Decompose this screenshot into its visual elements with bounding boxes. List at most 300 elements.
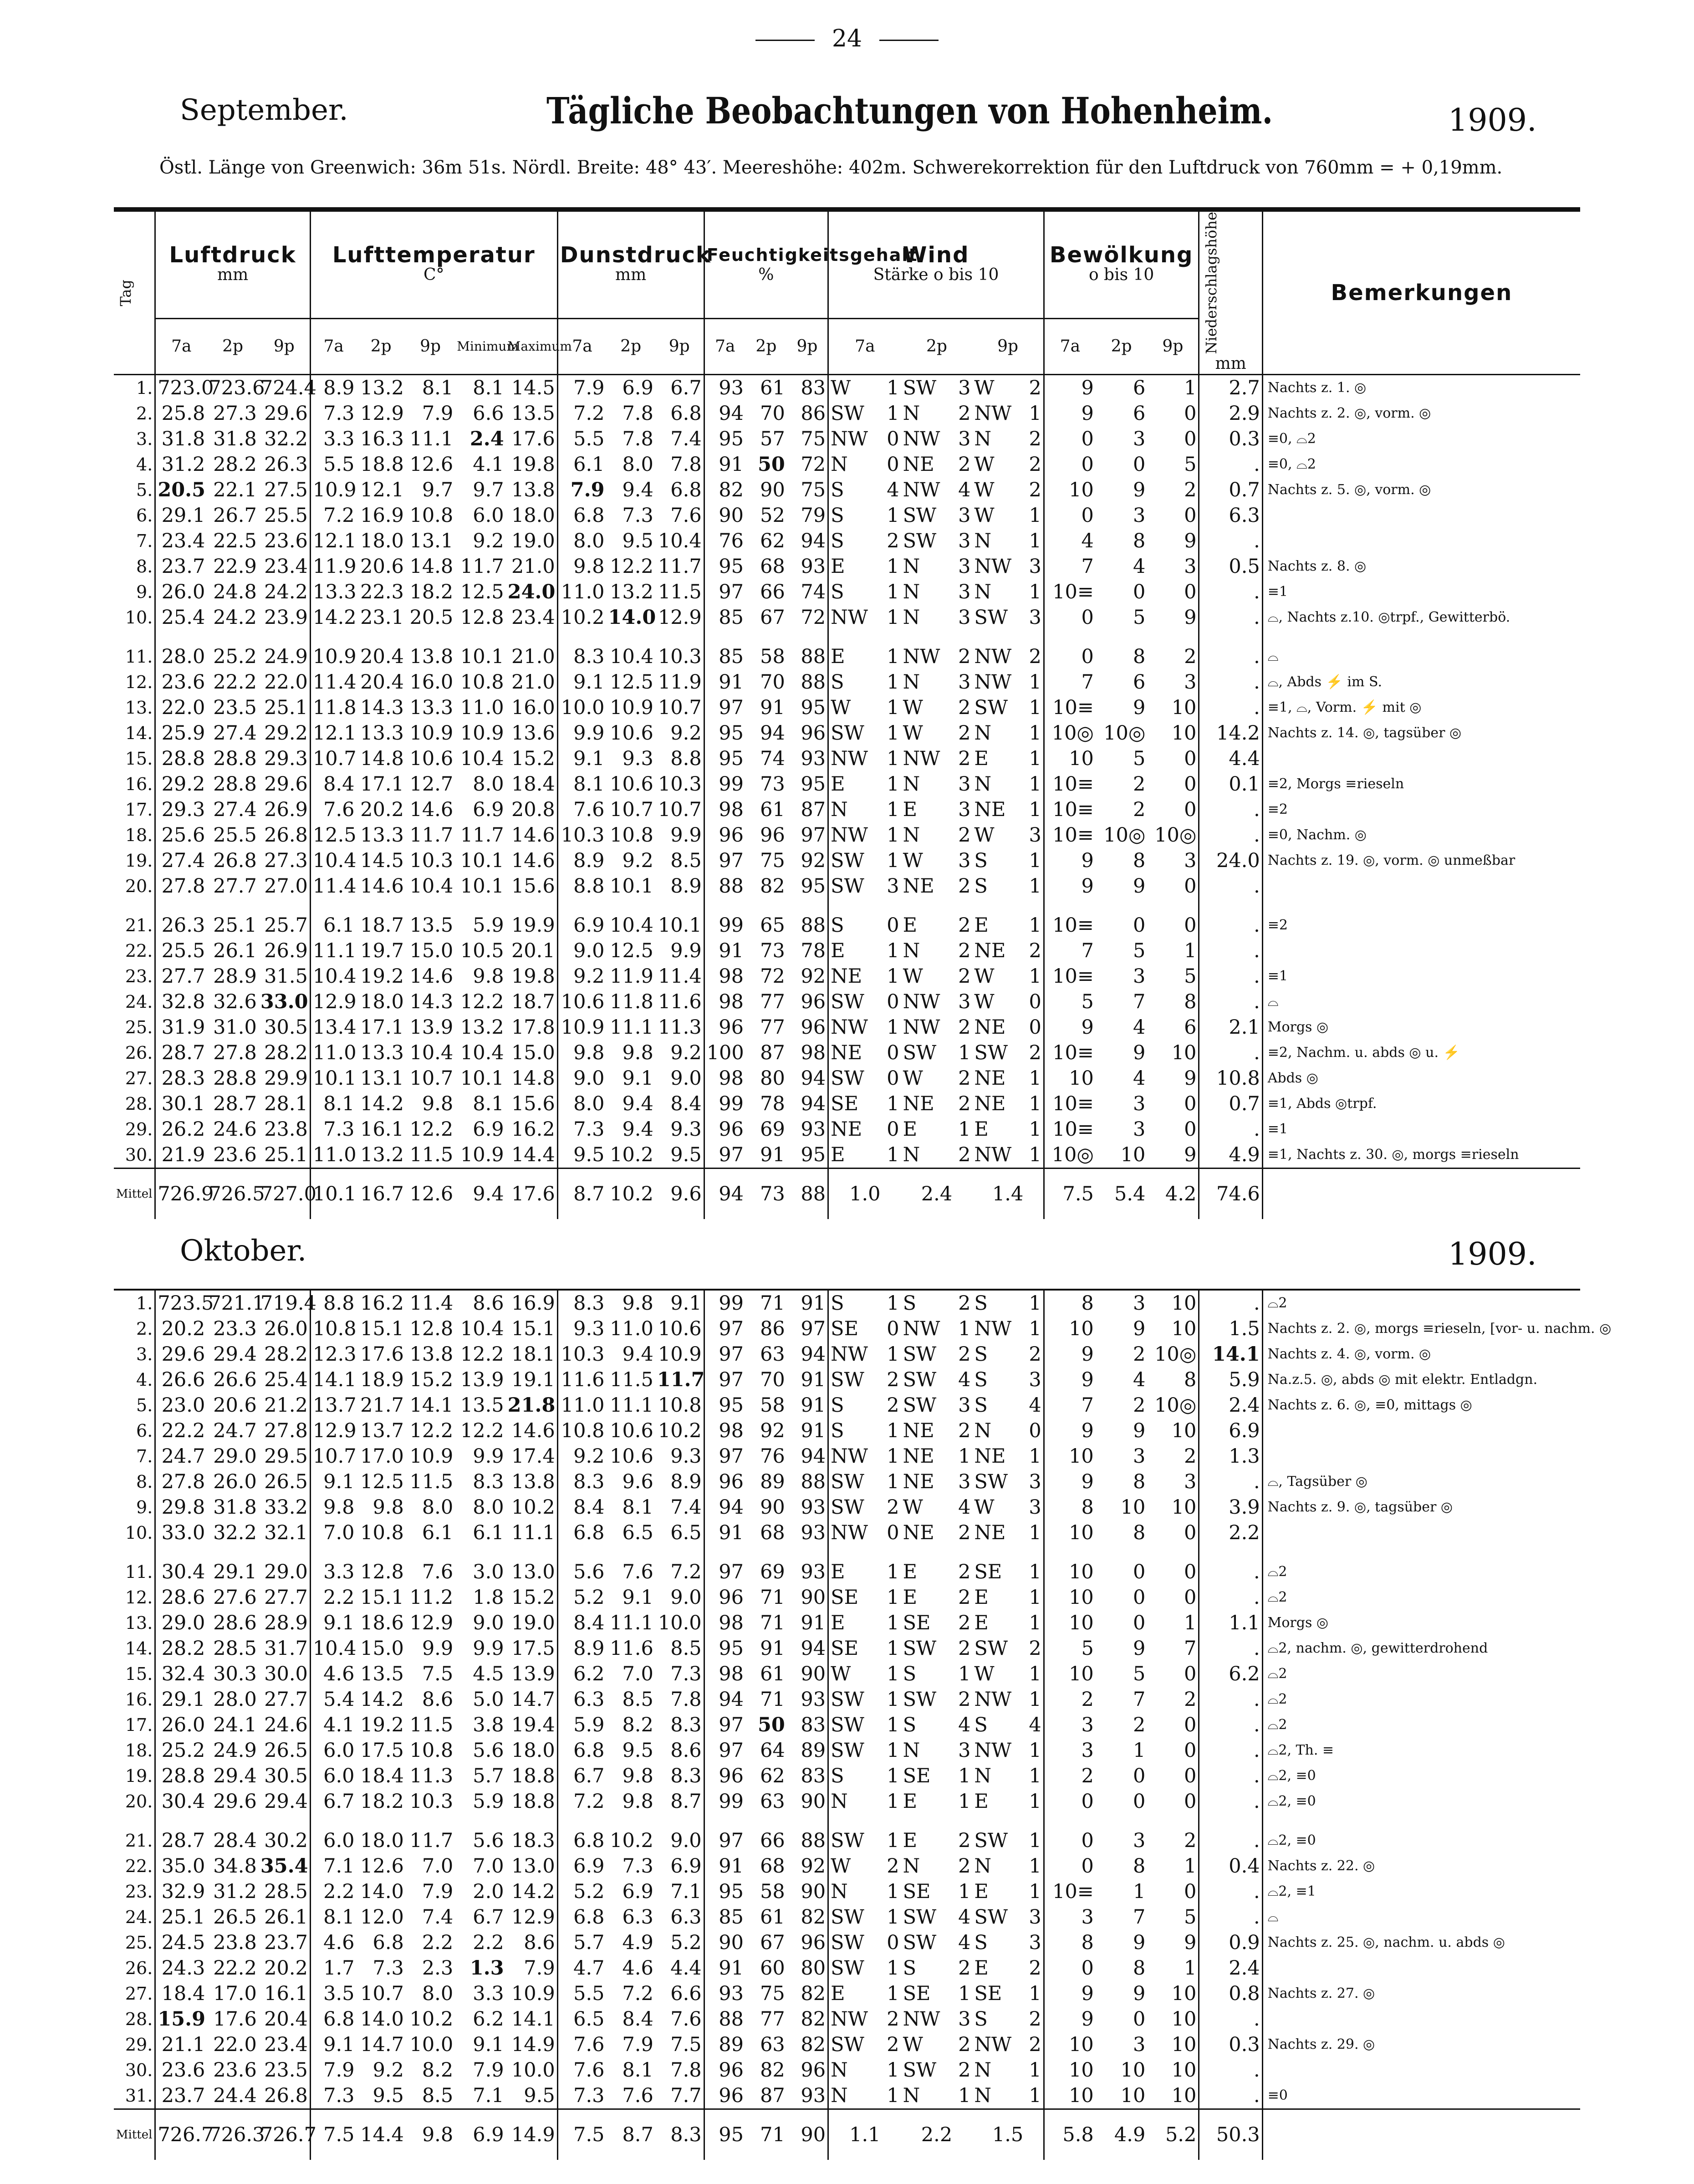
mittel-value: 1.4 [972, 1169, 1044, 1220]
value-cell: 1 [887, 1957, 899, 1980]
value-cell: 93 [787, 2083, 828, 2109]
value-cell: 0 [1147, 1117, 1199, 1142]
value-cell: 2 [958, 965, 971, 988]
value-cell: 14.7 [360, 2033, 404, 2056]
value-cell: 9.0 [655, 1828, 704, 1853]
value-cell: 9.1 [622, 1067, 653, 1090]
col-bewoelkung: Bewölkung [1049, 242, 1194, 268]
value-cell: 723.0 [158, 377, 214, 400]
mittel-value: 726.5 [207, 1169, 259, 1220]
value-cell: 25.5 [259, 503, 311, 528]
table-row [114, 1117, 1580, 1142]
value-cell: 17.0 [213, 1982, 257, 2005]
value-cell: 6.9 [622, 377, 653, 400]
value-cell: SE [831, 1092, 858, 1116]
value-cell: 93 [787, 1117, 828, 1142]
value-cell: 93 [719, 1982, 744, 2005]
value-cell: 24.0 [506, 579, 558, 605]
value-cell: 96 [719, 1118, 744, 1141]
value-cell: 17.1 [360, 1016, 404, 1039]
value-cell: 4.6 [323, 1931, 355, 1954]
value-cell: . [1199, 579, 1262, 605]
value-cell: 8.0 [422, 1496, 454, 1519]
value-cell: SW [831, 722, 864, 745]
remark-cell: Morgs ◎ [1267, 1615, 1329, 1631]
value-cell: 0 [887, 1317, 899, 1340]
value-cell: 7.6 [622, 1561, 653, 1583]
value-cell: 26.3 [161, 914, 205, 937]
value-cell: 10 [1147, 2083, 1199, 2109]
value-cell: 7 [1081, 939, 1094, 963]
value-cell: 6 [1133, 377, 1146, 400]
value-cell: 16.9 [360, 504, 404, 527]
value-cell: 22.5 [213, 530, 257, 553]
value-cell: 23.7 [161, 555, 205, 578]
value-cell: 1 [1147, 938, 1199, 964]
value-cell: 10 [1069, 1561, 1094, 1583]
value-cell: 2.3 [422, 1957, 454, 1980]
value-cell: 4 [1081, 530, 1094, 553]
value-cell: 7.3 [372, 1957, 404, 1980]
value-cell: 1 [887, 2084, 899, 2107]
value-cell: 9 [1081, 1470, 1094, 1493]
value-cell: 1 [887, 671, 899, 694]
value-cell: 7.0 [422, 1855, 454, 1878]
value-cell: 0 [1147, 771, 1199, 797]
value-cell: 27.7 [259, 1585, 311, 1610]
value-cell: 1.8 [473, 1586, 504, 1609]
value-cell: 4 [958, 1368, 971, 1391]
value-cell: 61 [760, 1906, 785, 1929]
mittel-value: 726.3 [207, 2109, 259, 2160]
value-cell: 23.8 [259, 1117, 311, 1142]
value-cell: 10.0 [506, 2057, 558, 2083]
value-cell: 9 [1133, 1931, 1146, 1954]
value-cell: 28.1 [259, 1091, 311, 1117]
value-cell: . [1199, 605, 1262, 644]
value-cell: N [831, 2059, 848, 2082]
value-cell: 10 [1069, 1612, 1094, 1634]
remark-cell: ⌓ [1267, 994, 1279, 1010]
value-cell: 10.7 [610, 798, 653, 822]
value-cell: 31.8 [161, 428, 205, 451]
value-cell: 10.2 [561, 606, 605, 629]
value-cell: 25.2 [213, 645, 257, 668]
value-cell: 12.8 [460, 606, 504, 629]
value-cell: 1 [1025, 873, 1044, 913]
value-cell: 12.3 [312, 1343, 357, 1366]
value-cell: 1 [1025, 1585, 1044, 1610]
value-cell: 7.6 [573, 2059, 605, 2082]
value-cell: 7.0 [323, 1521, 355, 1544]
value-cell: E [974, 747, 989, 771]
table-row [114, 913, 1580, 938]
value-cell: NW [903, 1016, 940, 1039]
value-cell: 2 [958, 1067, 971, 1090]
value-cell: 22.2 [213, 671, 257, 694]
value-cell: 10 [1069, 2033, 1094, 2056]
value-cell: 94 [719, 1688, 744, 1711]
value-cell: 7 [1081, 1394, 1094, 1417]
value-cell: 78 [787, 938, 828, 964]
value-cell: NE [903, 1470, 934, 1493]
value-cell: 8.3 [655, 1712, 704, 1738]
value-cell: 90 [719, 504, 744, 527]
value-cell: 80 [760, 1067, 785, 1090]
value-cell: 20.6 [360, 555, 404, 578]
value-cell: 3 [1133, 1445, 1146, 1468]
value-cell: 0 [887, 1067, 899, 1090]
day-cell: 25. [114, 1015, 155, 1040]
value-cell: 13.8 [409, 1343, 454, 1366]
value-cell: S [831, 504, 844, 527]
hdr-7a: 7a [310, 319, 356, 375]
value-cell: 25.4 [161, 606, 205, 629]
value-cell: 10≡ [1052, 965, 1094, 988]
value-cell: 0 [1147, 746, 1199, 771]
value-cell: 9.8 [323, 1496, 355, 1519]
value-cell: 8.4 [622, 2008, 653, 2031]
mittel-value: 7.5 [310, 2109, 356, 2160]
table-row [114, 1789, 1580, 1828]
table-row [114, 938, 1580, 964]
value-cell: 1 [887, 1982, 899, 2005]
remark-cell: ≡1 [1267, 968, 1288, 985]
value-cell: E [903, 1829, 917, 1852]
remark-cell: ≡0, ⌓2 [1267, 456, 1316, 473]
value-cell: 5 [1133, 1663, 1146, 1685]
value-cell: 91 [787, 1291, 828, 1316]
value-cell: 13.0 [506, 1853, 558, 1879]
remark-cell: ≡2 [1267, 801, 1288, 818]
value-cell: 0 [887, 1931, 899, 1954]
value-cell: 7 [1133, 990, 1146, 1014]
value-cell: 83 [787, 1712, 828, 1738]
day-cell: 12. [114, 669, 155, 695]
value-cell: 1.1 [1199, 1610, 1262, 1636]
value-cell: 10.4 [655, 528, 704, 554]
value-cell: 9.2 [573, 1445, 605, 1468]
value-cell: 82 [787, 1981, 828, 2006]
value-cell: E [831, 1143, 845, 1167]
value-cell: 0 [1025, 1015, 1044, 1040]
value-cell: 5.2 [573, 1586, 605, 1609]
day-cell: 8. [114, 1469, 155, 1495]
mittel-row [114, 1169, 1580, 1220]
value-cell: 15.6 [506, 873, 558, 913]
value-cell: 18.6 [360, 1612, 404, 1634]
value-cell: 25.5 [213, 824, 257, 847]
value-cell: E [974, 1957, 989, 1980]
value-cell: 1.3 [469, 1957, 504, 1980]
value-cell: 0 [1133, 1612, 1146, 1634]
mittel-value: 726.7 [155, 2109, 207, 2160]
value-cell: 32.2 [213, 1521, 257, 1544]
value-cell: 9.5 [372, 2084, 404, 2107]
value-cell: 5.9 [1199, 1367, 1262, 1393]
value-cell: S [974, 2008, 988, 2031]
value-cell: 1 [887, 849, 899, 873]
value-cell: 10.1 [610, 875, 653, 898]
value-cell: 1 [1025, 1879, 1044, 1904]
value-cell: 2 [1025, 2032, 1044, 2057]
value-cell: W [903, 1067, 923, 1090]
table-row [114, 1393, 1580, 1418]
value-cell: 3 [958, 849, 971, 873]
value-cell: 9.2 [372, 2059, 404, 2082]
value-cell: 9.3 [622, 747, 653, 771]
value-cell: 91 [787, 1610, 828, 1636]
value-cell: S [974, 1714, 988, 1736]
value-cell: 23.6 [161, 671, 205, 694]
value-cell: 6.8 [573, 1739, 605, 1762]
day-cell: 11. [114, 644, 155, 669]
value-cell: 12.5 [312, 824, 357, 847]
value-cell: 26.5 [259, 1469, 311, 1495]
value-cell: 0 [887, 990, 899, 1014]
value-cell: 8 [1147, 1367, 1199, 1393]
value-cell: 0 [1147, 1712, 1199, 1738]
value-cell: 719.4 [259, 1291, 311, 1316]
value-cell: 5.2 [573, 1880, 605, 1903]
value-cell: 14.2 [360, 1688, 404, 1711]
value-cell: 5.0 [473, 1688, 504, 1711]
value-cell: 3 [1133, 2033, 1146, 2056]
value-cell: 14.8 [409, 555, 454, 578]
value-cell: SW [974, 606, 1008, 629]
value-cell: 7.3 [323, 402, 355, 425]
value-cell: E [903, 1790, 917, 1813]
value-cell: N [974, 2084, 992, 2107]
value-cell: 17.4 [506, 1444, 558, 1469]
value-cell: 9.0 [573, 939, 605, 963]
value-cell: E [903, 1561, 917, 1583]
value-cell: 4.6 [323, 1663, 355, 1685]
value-cell: 89 [760, 1470, 785, 1493]
value-cell: N [903, 402, 920, 425]
value-cell: 2 [958, 402, 971, 425]
value-cell: 31.8 [213, 1496, 257, 1519]
remark-cell [1262, 746, 1580, 771]
value-cell: 87 [760, 2084, 785, 2107]
value-cell: 10 [1069, 1067, 1094, 1090]
value-cell: 89 [719, 2033, 744, 2056]
value-cell: 8.5 [622, 1688, 653, 1711]
value-cell: 10 [1147, 1418, 1199, 1444]
mittel-value: 95 [704, 2109, 745, 2160]
mittel-value: 5.8 [1044, 2109, 1096, 2160]
value-cell: 8.9 [655, 873, 704, 913]
day-cell: 1. [114, 1291, 155, 1316]
value-cell: 13.7 [312, 1394, 357, 1417]
value-cell: 93 [787, 746, 828, 771]
col-bemerkungen: Bemerkungen [1331, 280, 1513, 306]
value-cell: 15.1 [506, 1316, 558, 1342]
value-cell: 9 [1133, 875, 1146, 898]
value-cell: 28.2 [259, 1342, 311, 1367]
value-cell: 2 [1133, 1394, 1146, 1417]
value-cell: 9.5 [622, 1739, 653, 1762]
table-row [114, 528, 1580, 554]
value-cell: 20.1 [506, 938, 558, 964]
value-cell: SE [831, 1637, 858, 1660]
value-cell: N [903, 555, 920, 578]
value-cell: 8 [1133, 1855, 1146, 1878]
value-cell: 2 [1025, 1955, 1044, 1981]
value-cell: 7 [1133, 1688, 1146, 1711]
value-cell: 0 [1081, 428, 1094, 451]
value-cell: W [974, 504, 995, 527]
value-cell: 10.0 [655, 1610, 704, 1636]
value-cell: 11.0 [561, 581, 605, 604]
value-cell: 97 [719, 1143, 744, 1167]
value-cell: 14.6 [409, 965, 454, 988]
value-cell: SW [831, 875, 864, 898]
value-cell: 20.4 [360, 671, 404, 694]
value-cell: 25.4 [259, 1367, 311, 1393]
value-cell: 1 [887, 798, 899, 822]
value-cell: 1 [887, 1470, 899, 1493]
value-cell: 3.3 [323, 1561, 355, 1583]
value-cell: SW [831, 2033, 864, 2056]
value-cell: 9 [1081, 1343, 1094, 1366]
value-cell: 19.7 [360, 939, 404, 963]
value-cell: . [1199, 938, 1262, 964]
value-cell: 86 [760, 1317, 785, 1340]
value-cell: 22.0 [259, 669, 311, 695]
value-cell: 97 [719, 1343, 744, 1366]
unit-mm: mm [1215, 354, 1246, 373]
remark-cell: ⌓2 [1267, 1589, 1287, 1605]
value-cell: 17.8 [506, 1015, 558, 1040]
value-cell: 7.6 [573, 798, 605, 822]
value-cell: . [1199, 1738, 1262, 1763]
value-cell: 27.3 [259, 848, 311, 873]
value-cell: 1 [1025, 2083, 1044, 2109]
value-cell: 11.7 [460, 555, 504, 578]
value-cell: 2.2 [473, 1931, 504, 1954]
value-cell: 6.5 [622, 1521, 653, 1544]
value-cell: N [974, 581, 992, 604]
value-cell: E [831, 555, 845, 578]
value-cell: 2 [958, 939, 971, 963]
value-cell: 9.6 [622, 1470, 653, 1493]
year-september: 1909. [1448, 102, 1537, 138]
value-cell: 9.7 [473, 479, 504, 502]
value-cell: 23.5 [213, 696, 257, 719]
value-cell: 13.5 [506, 401, 558, 426]
value-cell: 10 [1069, 2059, 1094, 2082]
value-cell: 96 [719, 2059, 744, 2082]
value-cell: W [974, 479, 995, 502]
value-cell: 9.5 [655, 1142, 704, 1169]
value-cell: 7.8 [622, 402, 653, 425]
value-cell: 2 [958, 2059, 971, 2082]
value-cell: 29.1 [161, 504, 205, 527]
mittel-value: 727.0 [259, 1169, 311, 1220]
value-cell: 1 [1025, 669, 1044, 695]
value-cell: 9 [1081, 1419, 1094, 1442]
value-cell: 10 [1147, 695, 1199, 720]
day-cell: 24. [114, 989, 155, 1015]
value-cell: 6.5 [655, 1520, 704, 1559]
value-cell: N [831, 1880, 848, 1903]
value-cell: 14.2 [312, 606, 357, 629]
value-cell: 15.9 [158, 2008, 206, 2031]
value-cell: 6.8 [372, 1931, 404, 1954]
value-cell: 1 [1025, 1091, 1044, 1117]
value-cell: 1 [958, 1445, 971, 1468]
value-cell: 13.3 [360, 824, 404, 847]
value-cell: 90 [787, 1661, 828, 1687]
value-cell: 9.9 [422, 1637, 454, 1660]
value-cell: NE [974, 939, 1006, 963]
value-cell: . [1199, 1117, 1262, 1142]
value-cell: 95 [787, 771, 828, 797]
value-cell: 7.9 [506, 1955, 558, 1981]
value-cell: 1 [887, 722, 899, 745]
value-cell: 3 [1133, 504, 1146, 527]
value-cell: 25.1 [161, 1906, 205, 1929]
value-cell: 18.3 [506, 1828, 558, 1853]
value-cell: 1 [1025, 1444, 1044, 1469]
value-cell: NE [974, 1521, 1006, 1544]
value-cell: 8.1 [622, 2059, 653, 2082]
wind-scale: Stärke o bis 10 [873, 265, 999, 284]
value-cell: 1 [1025, 695, 1044, 720]
day-cell: 25. [114, 1930, 155, 1955]
value-cell: 8.1 [323, 1906, 355, 1929]
value-cell: 82 [760, 875, 785, 898]
value-cell: 11.6 [655, 989, 704, 1015]
value-cell: 6.8 [573, 1521, 605, 1544]
value-cell: 2 [887, 2008, 899, 2031]
value-cell: 9.4 [622, 1092, 653, 1116]
value-cell: 10.9 [506, 1981, 558, 2006]
value-cell: S [831, 581, 844, 604]
value-cell: 0 [1147, 913, 1199, 938]
value-cell: 1 [887, 377, 899, 400]
day-cell: 13. [114, 1610, 155, 1636]
value-cell: 5 [1133, 747, 1146, 771]
mittel-value: 10.1 [310, 1169, 356, 1220]
value-cell: 7.6 [655, 503, 704, 528]
value-cell: 16.1 [259, 1981, 311, 2006]
remark-cell: ⌓2, ≡0 [1267, 1768, 1316, 1784]
value-cell: 3.3 [473, 1982, 504, 2005]
value-cell: 9 [1081, 402, 1094, 425]
hdr-2p: 2p [607, 319, 655, 375]
value-cell: 62 [760, 530, 785, 553]
value-cell: 31.2 [213, 1880, 257, 1903]
value-cell: 58 [760, 1394, 785, 1417]
value-cell: 90 [787, 1789, 828, 1828]
value-cell: SW [974, 1041, 1008, 1065]
value-cell: S [831, 1292, 844, 1315]
value-cell: 1 [887, 1343, 899, 1366]
mittel-value: 1.0 [828, 1169, 901, 1220]
value-cell: 90 [787, 1879, 828, 1904]
value-cell: 3.3 [323, 428, 355, 451]
value-cell: 96 [787, 1015, 828, 1040]
value-cell: SW [831, 990, 864, 1014]
day-cell: 18. [114, 1738, 155, 1763]
value-cell: 3 [887, 875, 899, 898]
mittel-value: 16.7 [357, 1169, 406, 1220]
remark-cell: Nachts z. 25. ◎, nachm. u. abds ◎ [1267, 1934, 1505, 1950]
value-cell: 82 [787, 1904, 828, 1930]
value-cell: SW [903, 1368, 937, 1391]
